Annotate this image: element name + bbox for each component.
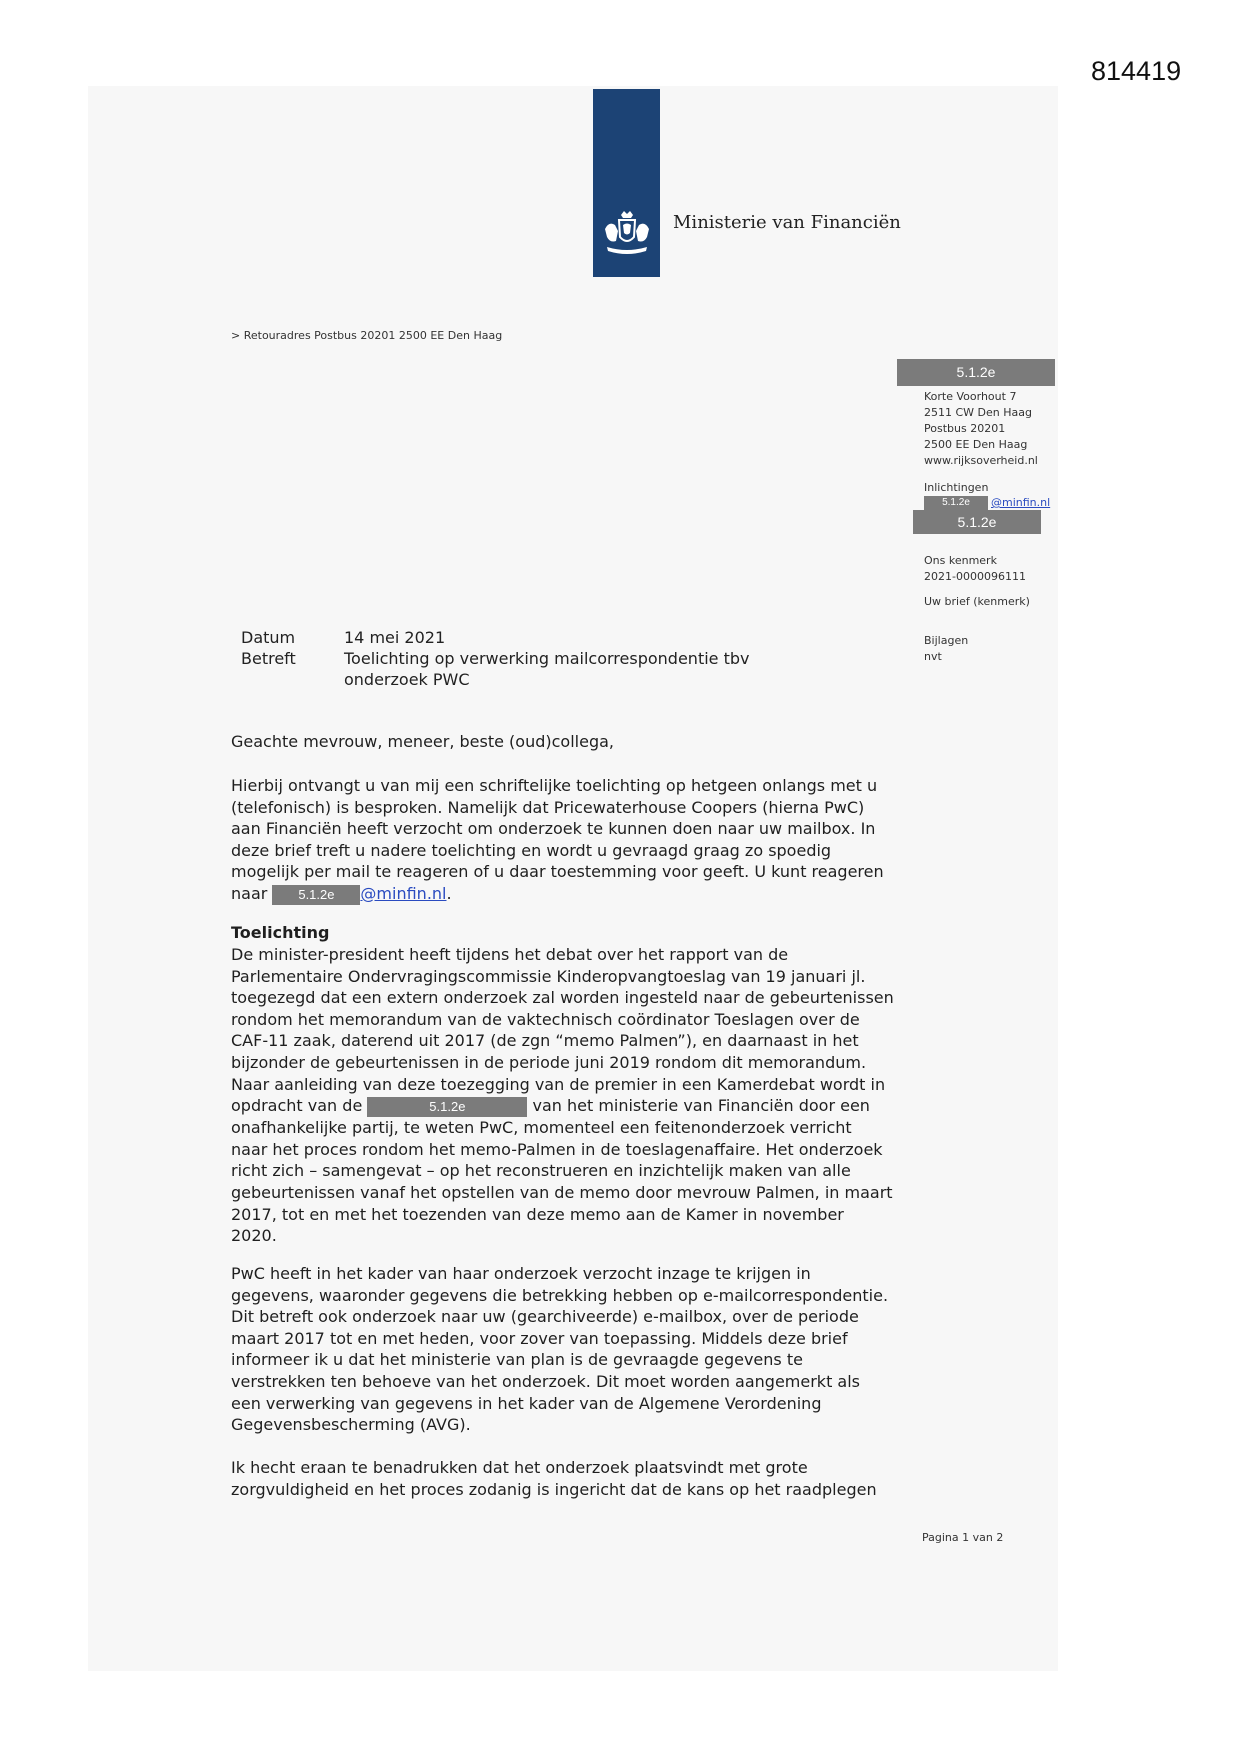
text-fragment: van het ministerie van Financiën door een: [532, 1096, 870, 1116]
text-line: gebeurtenissen vanaf het opstellen van de memo door mevrouw Palmen, in maart: [231, 1182, 893, 1202]
text-line: Hierbij ontvangt u van mij een schriftelijke toelichting op hetgeen onlangs met u: [231, 776, 878, 795]
text-line: bijzonder de gebeurtenissen in de periode juni 2019 rondom dit memorandum.: [231, 1052, 867, 1072]
text-line: CAF-11 zaak, daterend uit 2017 (de zgn “memo Palmen”), en daarnaast in het: [231, 1031, 859, 1051]
redaction-box: 5.1.2e: [913, 510, 1041, 534]
betreft-line: Toelichting op verwerking mailcorrespondentie tbv: [344, 649, 750, 668]
redaction-box: 5.1.2e: [897, 359, 1055, 386]
text-line: mogelijk per mail te reageren of u daar toestemming voor geeft. U kunt reageren: [231, 862, 884, 882]
uw-brief-label: Uw brief (kenmerk): [924, 595, 1030, 608]
text-line: toegezegd dat een extern onderzoek zal worden ingesteld naar de gebeurtenissen: [231, 988, 894, 1008]
text-line: richt zich – samengevat – op het reconstrueren en inzichtelijk maken van alle: [231, 1161, 851, 1181]
bijlagen-label: Bijlagen: [924, 634, 969, 647]
website-link[interactable]: www.rijksoverheid.nl: [924, 454, 1038, 467]
text-line: informeer ik u dat het ministerie van plan is de gevraagde gegevens te: [231, 1350, 803, 1370]
section-heading: Toelichting: [231, 923, 330, 942]
redaction-box: 5.1.2e: [272, 885, 360, 905]
text-fragment: .: [446, 883, 452, 903]
inlichtingen-email-link[interactable]: @minfin.nl: [991, 496, 1051, 509]
text-line: maart 2017 tot en met heden, voor zover van toepassing. Middels deze brief: [231, 1328, 848, 1348]
text-line: onafhankelijke partij, te weten PwC, momenteel een feitenonderzoek verricht: [231, 1118, 852, 1138]
coat-of-arms-icon: [599, 207, 655, 263]
text-line: De minister-president heeft tijdens het debat over het rapport van de: [231, 945, 789, 964]
address-line: 2500 EE Den Haag: [924, 438, 1028, 451]
text-line: Gegevensbescherming (AVG).: [231, 1415, 471, 1435]
betreft-label: Betreft: [241, 649, 296, 668]
redaction-box: 5.1.2e: [924, 496, 988, 510]
address-line: Korte Voorhout 7: [924, 390, 1017, 403]
ons-kenmerk-value: 2021-0000096111: [924, 570, 1026, 583]
text-line: (telefonisch) is besproken. Namelijk dat Pricewaterhouse Coopers (hierna PwC): [231, 797, 865, 817]
sender-address: [924, 389, 1038, 469]
text-line: een verwerking van gegevens in het kader van de Algemene Verordening: [231, 1393, 822, 1413]
contact-email-link[interactable]: @minfin.nl: [360, 883, 447, 903]
betreft-line: onderzoek PWC: [344, 670, 470, 689]
text-line: Dit betreft ook onderzoek naar uw (gearchiveerde) e-mailbox, over de periode: [231, 1307, 859, 1327]
text-line: deze brief treft u nadere toelichting en wordt u gevraagd graag zo spoedig: [231, 840, 832, 860]
text-line: gegevens, waaronder gegevens die betrekking hebben op e-mailcorrespondentie.: [231, 1285, 889, 1305]
text-line: PwC heeft in het kader van haar onderzoek verzocht inzage te krijgen in: [231, 1264, 811, 1283]
text-line: Ik hecht eraan te benadrukken dat het onderzoek plaatsvindt met grote: [231, 1458, 808, 1477]
bijlagen-value: nvt: [924, 650, 942, 663]
ministry-name: Ministerie van Financiën: [673, 212, 901, 233]
text-line: verstrekken ten behoeve van het onderzoek. Dit moet worden aangemerkt als: [231, 1371, 861, 1391]
paragraph-closing: [231, 1457, 911, 1500]
text-line: 2020.: [231, 1226, 277, 1246]
text-fragment: naar: [231, 883, 268, 903]
salutation: Geachte mevrouw, meneer, beste (oud)collega,: [231, 732, 614, 751]
text-line: rondom het memorandum van de vaktechnisch coördinator Toeslagen over de: [231, 1009, 860, 1029]
text-line: 2017, tot en met het toezenden van deze memo aan de Kamer in november: [231, 1204, 844, 1224]
text-line: [231, 883, 911, 905]
text-line: zorgvuldigheid en het proces zodanig is ingericht dat de kans op het raadplegen: [231, 1479, 877, 1499]
address-line: Postbus 20201: [924, 422, 1006, 435]
address-line: 2511 CW Den Haag: [924, 406, 1032, 419]
paragraph-toelichting: [231, 944, 911, 1247]
document-id: 814419: [1091, 56, 1182, 86]
datum-label: Datum: [241, 628, 296, 647]
rijksoverheid-logo-band: [593, 89, 660, 277]
text-line: Parlementaire Ondervragingscommissie Kinderopvangtoeslag van 19 januari jl.: [231, 966, 866, 986]
page-number: Pagina 1 van 2: [922, 1531, 1004, 1544]
text-line: [231, 1095, 911, 1117]
inlichtingen-label: Inlichtingen: [924, 481, 989, 494]
text-line: naar het proces rondom het memo-Palmen in de toeslagenaffaire. Het onderzoek: [231, 1139, 883, 1159]
paragraph-intro: [231, 775, 911, 905]
text-line: aan Financiën heeft verzocht om onderzoek te kunnen doen naar uw mailbox. In: [231, 819, 876, 839]
redaction-box: 5.1.2e: [367, 1097, 527, 1117]
text-line: Naar aanleiding van deze toezegging van de premier in een Kamerdebat wordt in: [231, 1074, 886, 1094]
ons-kenmerk-label: Ons kenmerk: [924, 554, 997, 567]
return-address: > Retouradres Postbus 20201 2500 EE Den Haag: [231, 329, 503, 342]
text-fragment: opdracht van de: [231, 1096, 363, 1116]
paragraph-avg: [231, 1263, 911, 1436]
datum-value: 14 mei 2021: [344, 628, 446, 647]
